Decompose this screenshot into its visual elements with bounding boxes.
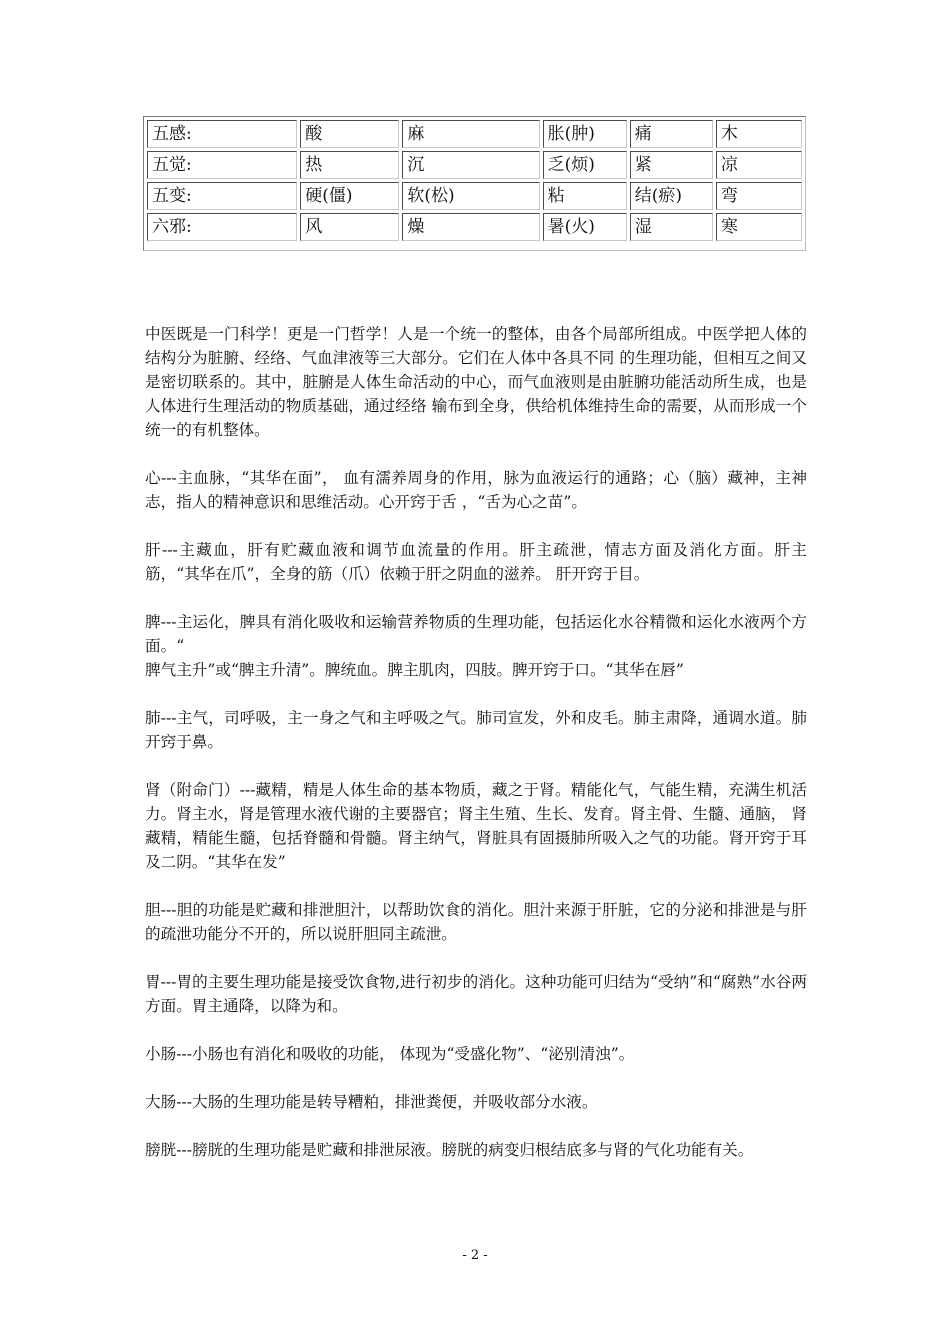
table-cell: 燥 (402, 213, 539, 241)
five-senses-grid (144, 117, 805, 244)
paragraph-heart: 心---主血脉，“其华在面”， 血有濡养周身的作用，脉为血液运行的通路；心（脑）藏神，主神志，指人的精神意识和思维活动。心开窍于舌 ，“舌为心之苗”。 (145, 469, 807, 511)
table-cell: 弯 (716, 182, 802, 210)
paragraph-liver: 肝---主藏血，肝有贮藏血液和调节血流量的作用。肝主疏泄，情志方面及消化方面。肝主筋，“其华在爪”，全身的筋（爪）依赖于肝之阴血的滋养。 肝开窍于目。 (145, 541, 807, 583)
table-cell: 暑(火) (543, 213, 627, 241)
table-cell: 软(松) (402, 182, 539, 210)
table-cell: 乏(烦) (543, 151, 627, 179)
table-cell: 寒 (716, 213, 802, 241)
table-row (147, 213, 802, 241)
paragraph-spleen (145, 610, 807, 682)
paragraph-gallbladder: 胆---胆的功能是贮藏和排泄胆汁，以帮助饮食的消化。胆汁来源于肝脏，它的分泌和排泄是与肝的疏泄功能分不开的，所以说肝胆同主疏泄。 (145, 901, 807, 943)
table-cell: 硬(僵) (300, 182, 399, 210)
spleen-line-2: 脾气主升”或“脾主升清”。脾统血。脾主肌肉，四肢。脾开窍于口。“其华在唇” (145, 661, 684, 679)
paragraph-large-intestine: 大肠---大肠的生理功能是转导糟粕，排泄粪便，并吸收部分水液。 (145, 1093, 598, 1111)
table-row-header: 五变: (147, 182, 297, 210)
five-senses-table (143, 116, 806, 251)
table-row-header: 六邪: (147, 213, 297, 241)
table-row-header: 五感: (147, 120, 297, 148)
table-cell: 紧 (630, 151, 713, 179)
paragraph-stomach: 胃---胃的主要生理功能是接受饮食物,进行初步的消化。这种功能可归结为“受纳”和“腐熟”水谷两方面。胃主通降，以降为和。 (145, 973, 807, 1015)
table-row (147, 151, 802, 179)
table-cell: 沉 (402, 151, 539, 179)
table-cell: 凉 (716, 151, 802, 179)
table-cell: 木 (716, 120, 802, 148)
spleen-line-1: 脾---主运化，脾具有消化吸收和运输营养物质的生理功能，包括运化水谷精微和运化水液两个方面。“ (145, 613, 807, 655)
table-row (147, 120, 802, 148)
body-text (145, 322, 807, 1186)
paragraph-kidney: 肾（附命门）---藏精，精是人体生命的基本物质，藏之于肾。精能化气，气能生精，充满生机活力。肾主水，肾是管理水液代谢的主要器官；肾主生殖、生长、发育。肾主骨、生髓、通脑， 肾藏精，精能生髓，包括脊髓和骨髓。肾主纳气，肾脏具有固摄肺所吸入之气的功能。肾开窍于耳及二阴。“其华在发” (145, 781, 807, 871)
table-cell: 结(瘀) (630, 182, 713, 210)
table-cell: 麻 (402, 120, 539, 148)
paragraph-bladder: 膀胱---膀胱的生理功能是贮藏和排泄尿液。膀胱的病变归根结底多与肾的气化功能有关。 (145, 1141, 754, 1159)
table-row (147, 182, 802, 210)
table-row-header: 五觉: (147, 151, 297, 179)
paragraph-small-intestine: 小肠---小肠也有消化和吸收的功能， 体现为“受盛化物”、“泌别清浊”。 (145, 1045, 635, 1063)
table-cell: 粘 (543, 182, 627, 210)
table-cell: 热 (300, 151, 399, 179)
table-cell: 风 (300, 213, 399, 241)
table-cell: 湿 (630, 213, 713, 241)
table-cell: 酸 (300, 120, 399, 148)
paragraph-lung: 肺---主气，司呼吸，主一身之气和主呼吸之气。肺司宣发，外和皮毛。肺主肃降，通调水道。肺开窍于鼻。 (145, 709, 807, 751)
paragraph-intro: 中医既是一门科学！更是一门哲学！人是一个统一的整体，由各个局部所组成。中医学把人体的结构分为脏腑、经络、气血津液等三大部分。它们在人体中各具不同 的生理功能，但相互之间又是密切联系的。其中，脏腑是人体生命活动的中心，而气血液则是由脏腑功能活动所生成，也是人体进行生理活动的物质基础，通过经络 输布到全身，供给机体维持生命的需要，从而形成一个统一的有机整体。 (145, 325, 807, 439)
table-cell: 痛 (630, 120, 713, 148)
page-number: - 2 - (462, 1248, 488, 1263)
table-cell: 胀(肿) (543, 120, 627, 148)
